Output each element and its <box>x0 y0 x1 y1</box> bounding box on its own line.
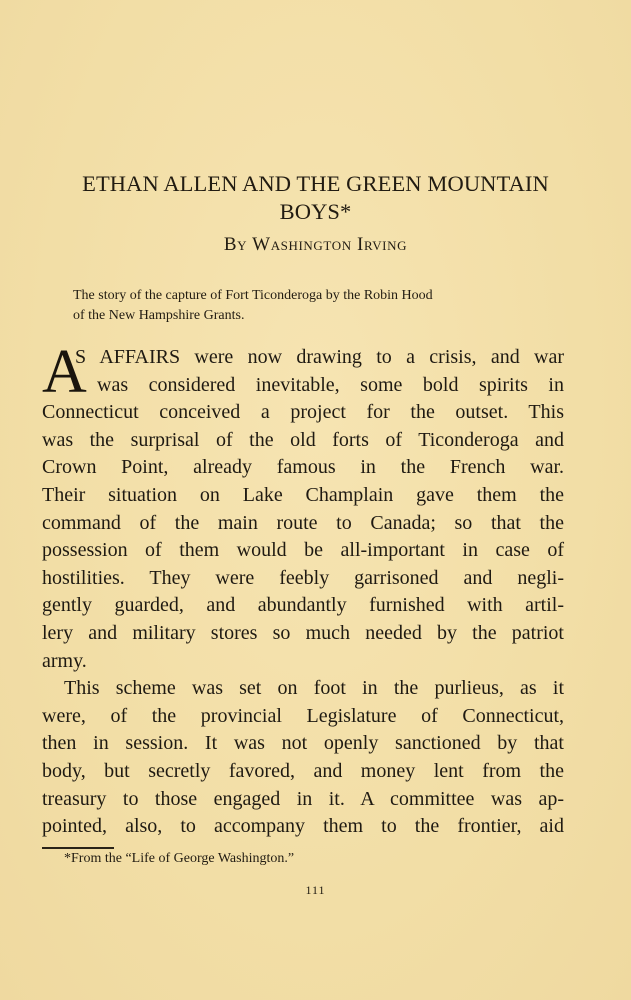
text-line: was the surprisal of the old forts of Ticonderoga and <box>42 428 564 451</box>
text-line: command of the main route to Canada; so that the <box>42 511 564 534</box>
text-line: army. <box>42 649 87 672</box>
body-text <box>42 338 564 841</box>
text-line: lery and military stores so much needed by the patriot <box>42 621 564 644</box>
text-line: pointed, also, to accompany them to the frontier, aid <box>42 815 564 838</box>
text-line: Crown Point, already famous in the French war. <box>42 456 564 479</box>
text-line: treasury to those engaged in it. A committee was ap- <box>42 787 564 810</box>
text-line: This scheme was set on foot in the purlieus, as it <box>64 677 564 700</box>
text-line: was considered inevitable, some bold spirits in <box>97 373 564 396</box>
drop-cap: A <box>42 338 87 406</box>
chapter-title <box>0 170 631 226</box>
subtitle-line-2: of the New Hampshire Grants. <box>73 308 245 323</box>
chapter-subtitle <box>73 286 543 326</box>
paragraph-1 <box>42 338 564 675</box>
text-line: body, but secretly favored, and money lent from the <box>42 759 564 782</box>
drop-cap-block <box>42 338 564 406</box>
text-line: gently guarded, and abundantly furnished with artil- <box>42 594 564 617</box>
chapter-title-line-2: BOYS* <box>279 199 352 224</box>
text-line: Their situation on Lake Champlain gave them the <box>42 483 564 506</box>
text-line: hostilities. They were feebly garrisoned and negli- <box>42 566 564 589</box>
author-byline: By Washington Irving <box>223 234 408 255</box>
text-line: then in session. It was not openly sanctioned by that <box>42 732 564 755</box>
subtitle-line-1: The story of the capture of Fort Ticonderoga by the Robin Hood <box>73 288 433 303</box>
text-line: S AFFAIRS were now drawing to a crisis, and war <box>75 346 564 368</box>
page-number: 111 <box>305 883 326 897</box>
text-line: Connecticut conceived a project for the outset. This <box>42 401 564 424</box>
paragraph-2 <box>42 675 564 841</box>
text-line: possession of them would be all-important in case of <box>42 539 564 562</box>
chapter-title-line-1: ETHAN ALLEN AND THE GREEN MOUNTAIN <box>82 171 549 196</box>
text-line: were, of the provincial Legislature of Connecticut, <box>42 704 564 727</box>
footnote: *From the “Life of George Washington.” <box>64 851 295 866</box>
